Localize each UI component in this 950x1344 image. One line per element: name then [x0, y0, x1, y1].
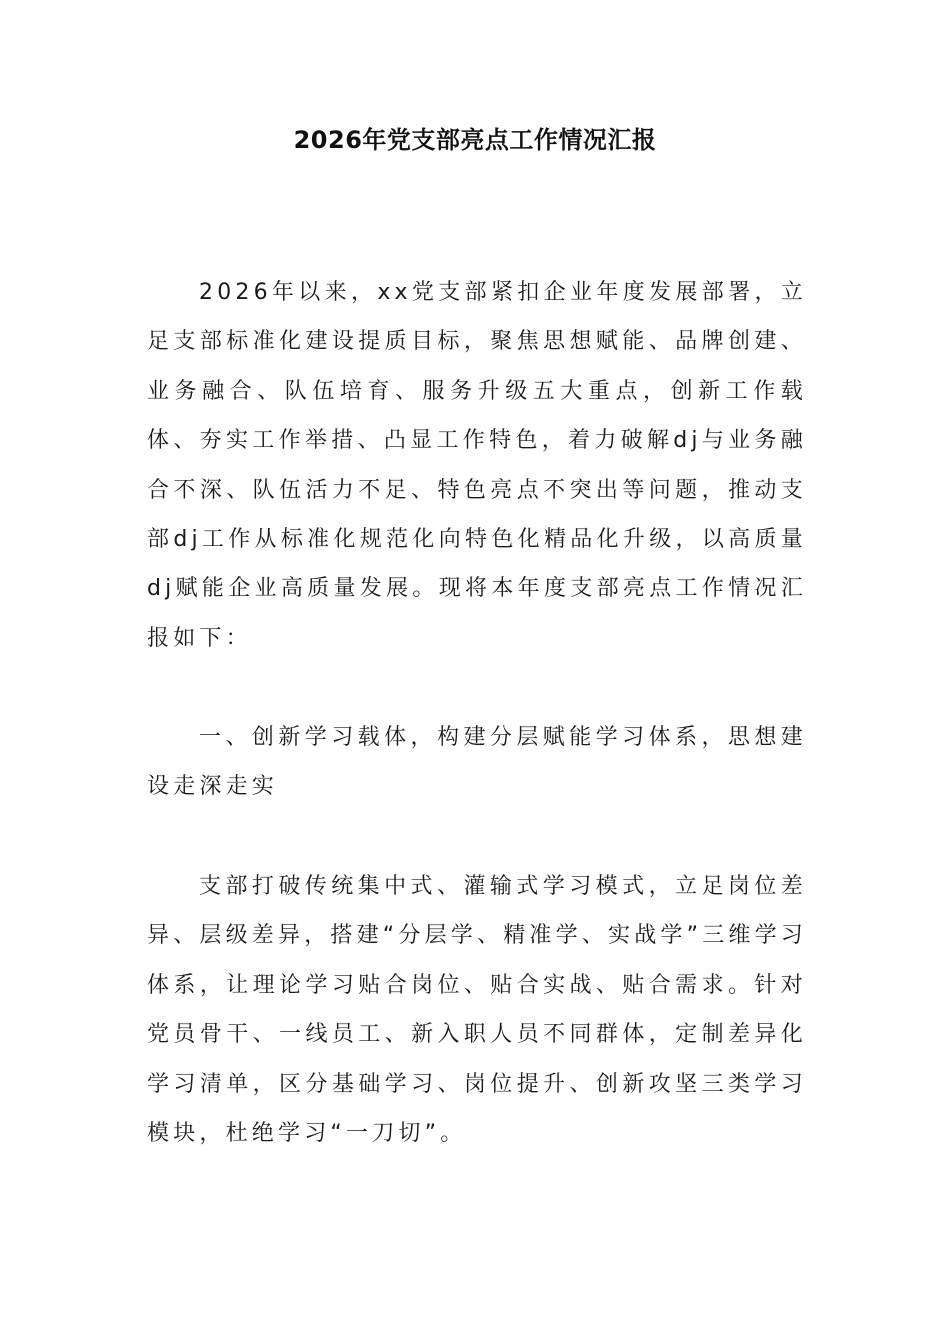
section-heading-1: 一、创新学习载体，构建分层赋能学习体系，思想建设走深走实	[147, 725, 807, 800]
section-1-paragraph: 支部打破传统集中式、灌输式学习模式，立足岗位差异、层级差异，搭建“分层学、精准学、实战学”三维学习体系，让理论学习贴合岗位、贴合实战、贴合需求。针对党员骨干、一线员工、新入职人员不同群体，定制差异化学习清单，区分基础学习、岗位提升、创新攻坚三类学习模块，杜绝学习“一刀切”。	[147, 874, 807, 1147]
document-title: 2026年党支部亮点工作情况汇报	[293, 126, 657, 154]
intro-paragraph: 2026年以来，xx党支部紧扣企业年度发展部署，立足支部标准化建设提质目标，聚焦思想赋能、品牌创建、业务融合、队伍培育、服务升级五大重点，创新工作载体、夯实工作举措、凸显工作特色，着力破解dj与业务融合不深、队伍活力不足、特色亮点不突出等问题，推动支部dj工作从标准化规范化向特色化精品化升级，以高质量dj赋能企业高质量发展。现将本年度支部亮点工作情况汇报如下：	[147, 280, 807, 651]
